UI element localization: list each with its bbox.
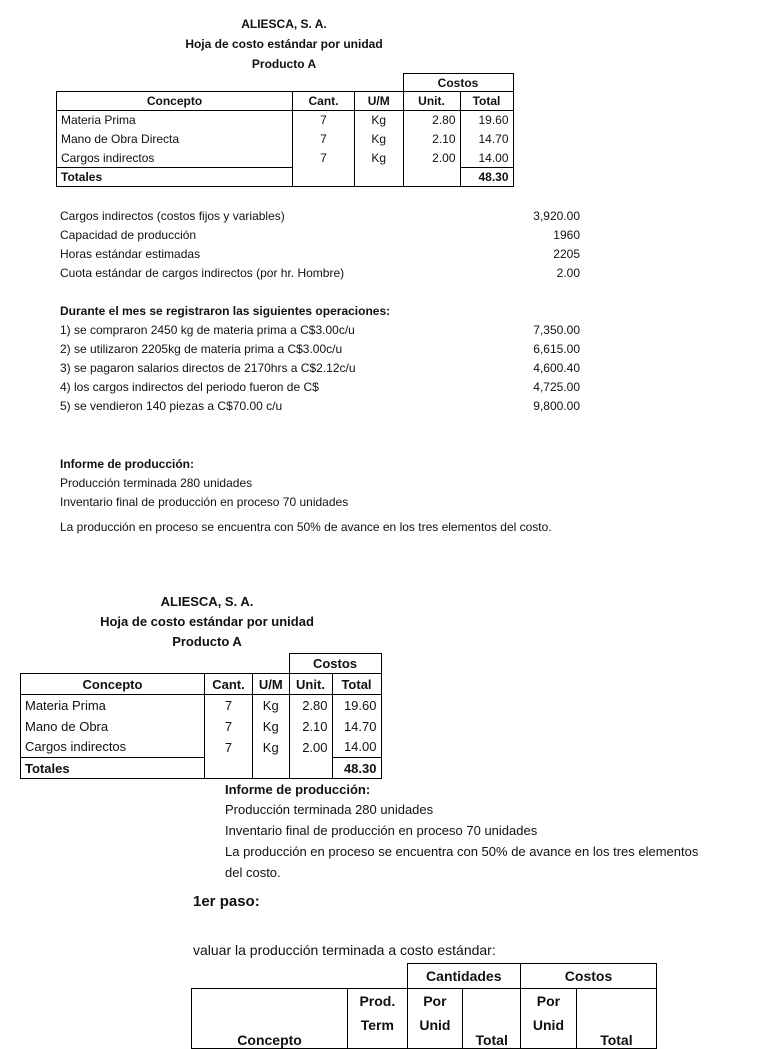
sheet2-header [94, 592, 320, 652]
report-line: La producción en proceso se encuentra con 50% de avance en los tres elementos [225, 844, 699, 859]
cell-cant: 7 [293, 111, 355, 130]
col-por-unid-1 [407, 989, 463, 1049]
cell-um: Kg [253, 716, 290, 737]
cell-unit: 2.10 [289, 716, 332, 737]
col-por-line2: Unid [532, 1017, 564, 1033]
cell-total: 14.00 [332, 737, 381, 758]
operation-label: 2) se utilizaron 2205kg de materia prima a C$3.00c/u [60, 342, 343, 356]
cell-um: Kg [355, 149, 404, 168]
operation-label: 3) se pagaron salarios directos de 2170hrs a C$2.12c/u [60, 361, 356, 375]
info-row [60, 264, 580, 283]
cell-um: Kg [355, 130, 404, 149]
info-row [60, 245, 580, 264]
table-row [21, 716, 382, 737]
totals-row [57, 168, 514, 187]
report-line: Inventario final de producción en proceso 70 unidades [225, 823, 538, 838]
col-cant: Cant. [293, 92, 355, 111]
report-heading: Informe de producción: [225, 782, 371, 797]
col-prod-line1: Prod. [359, 993, 396, 1009]
standard-cost-table-1 [56, 73, 514, 187]
col-total: Total [332, 674, 381, 695]
table-row [21, 695, 382, 716]
totals-label: Totales [57, 168, 293, 187]
info-label: Capacidad de producción [60, 228, 197, 242]
report-line: Inventario final de producción en proceso 70 unidades [60, 495, 349, 509]
cell-cant: 7 [293, 130, 355, 149]
costos-header: Costos [289, 654, 381, 674]
info-label: Horas estándar estimadas [60, 247, 201, 261]
cell-unit: 2.00 [289, 737, 332, 758]
table-row [57, 149, 514, 168]
col-um: U/M [253, 674, 290, 695]
operation-row [60, 359, 580, 378]
col-concepto: Concepto [192, 989, 348, 1049]
info-label: Cargos indirectos (costos fijos y variables) [60, 209, 285, 223]
col-prod-term [348, 989, 407, 1049]
cell-cant: 7 [293, 149, 355, 168]
col-prod-line2: Term [360, 1017, 394, 1033]
cell-unit: 2.80 [403, 111, 460, 130]
col-total: Total [460, 92, 513, 111]
col-por-line1: Por [536, 993, 561, 1009]
sheet-subtitle: Hoja de costo estándar por unidad [100, 614, 314, 629]
cell-total: 19.60 [332, 695, 381, 716]
cell-um: Kg [253, 695, 290, 716]
info-value: 2205 [553, 247, 580, 261]
operation-value: 9,800.00 [533, 399, 580, 413]
sheet-subtitle: Hoja de costo estándar por unidad [185, 37, 383, 51]
cell-cant: 7 [205, 695, 253, 716]
finished-production-table [191, 963, 657, 1049]
company-name: ALIESCA, S. A. [160, 594, 254, 609]
operation-label: 1) se compraron 2450 kg de materia prima a C$3.00c/u [60, 323, 355, 337]
operations-heading: Durante el mes se registraron las siguientes operaciones: [60, 304, 391, 318]
col-por-unid-2 [521, 989, 577, 1049]
cell-total: 19.60 [460, 111, 513, 130]
operation-value: 4,725.00 [533, 380, 580, 394]
cell-concepto: Materia Prima [57, 111, 293, 130]
operation-label: 4) los cargos indirectos del periodo fueron de C$ [60, 380, 319, 394]
product-name: Producto A [172, 634, 242, 649]
totals-value: 48.30 [332, 758, 381, 779]
report-line: Producción terminada 280 unidades [60, 476, 253, 490]
operation-row [60, 340, 580, 359]
info-value: 1960 [553, 228, 580, 242]
cell-total: 14.70 [460, 130, 513, 149]
report-line: del costo. [225, 865, 281, 880]
report-line: Producción terminada 280 unidades [225, 802, 434, 817]
operation-row [60, 321, 580, 340]
cell-cant: 7 [205, 737, 253, 758]
cell-concepto: Cargos indirectos [21, 737, 205, 758]
info-value: 2.00 [556, 266, 580, 280]
col-cant: Cant. [205, 674, 253, 695]
cell-total: 14.70 [332, 716, 381, 737]
operation-value: 6,615.00 [533, 342, 580, 356]
totals-value: 48.30 [460, 168, 513, 187]
operation-label: 5) se vendieron 140 piezas a C$70.00 c/u [60, 399, 283, 413]
col-por-line2: Unid [419, 1017, 451, 1033]
group-costos: Costos [521, 964, 657, 989]
col-um: U/M [355, 92, 404, 111]
operation-value: 4,600.40 [533, 361, 580, 375]
info-value: 3,920.00 [533, 209, 580, 223]
sheet1-header [184, 14, 384, 74]
step-title: 1er paso: [193, 893, 260, 910]
info-row [60, 226, 580, 245]
cell-concepto: Mano de Obra Directa [57, 130, 293, 149]
standard-cost-table-2 [20, 653, 382, 779]
cell-concepto: Mano de Obra [21, 716, 205, 737]
totals-label: Totales [21, 758, 205, 779]
cell-um: Kg [355, 111, 404, 130]
cell-concepto: Cargos indirectos [57, 149, 293, 168]
col-unit: Unit. [403, 92, 460, 111]
report-note: La producción en proceso se encuentra con 50% de avance en los tres elementos del costo. [60, 520, 552, 534]
cell-concepto: Materia Prima [21, 695, 205, 716]
col-concepto: Concepto [57, 92, 293, 111]
step-description: valuar la producción terminada a costo estándar: [193, 942, 496, 958]
operation-row [60, 378, 580, 397]
report-heading: Informe de producción: [60, 457, 195, 471]
group-cantidades: Cantidades [407, 964, 521, 989]
info-row [60, 207, 580, 226]
col-total-1: Total [463, 989, 521, 1049]
table-row [57, 130, 514, 149]
col-por-line1: Por [423, 993, 447, 1009]
company-name: ALIESCA, S. A. [241, 17, 327, 31]
table-row [57, 111, 514, 130]
info-label: Cuota estándar de cargos indirectos (por hr. Hombre) [60, 266, 345, 280]
cell-total: 14.00 [460, 149, 513, 168]
operation-row [60, 397, 580, 416]
cell-um: Kg [253, 737, 290, 758]
col-total-2: Total [576, 989, 656, 1049]
col-unit: Unit. [289, 674, 332, 695]
product-name: Producto A [251, 57, 317, 71]
costos-header: Costos [403, 74, 513, 92]
cell-unit: 2.10 [403, 130, 460, 149]
col-concepto: Concepto [21, 674, 205, 695]
cell-unit: 2.80 [289, 695, 332, 716]
operation-value: 7,350.00 [533, 323, 580, 337]
cell-unit: 2.00 [403, 149, 460, 168]
table-row [21, 737, 382, 758]
totals-row [21, 758, 382, 779]
cell-cant: 7 [205, 716, 253, 737]
